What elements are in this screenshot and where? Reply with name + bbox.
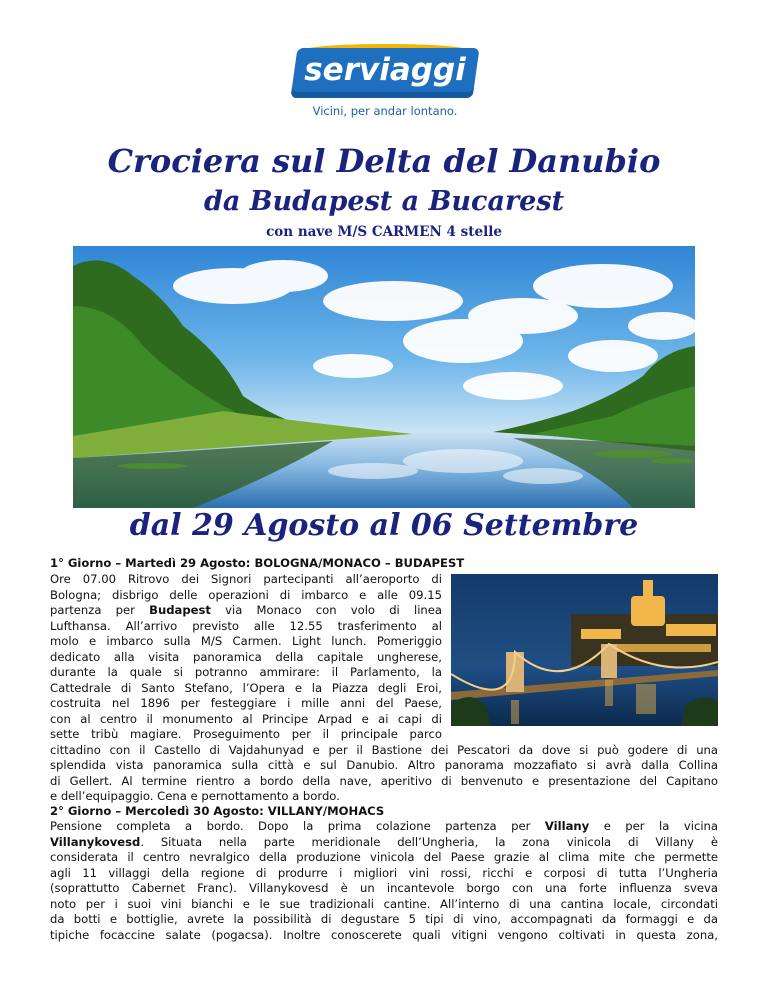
day-2-text [50,819,718,943]
text-line: costruita nel 1896 per festeggiare i mille anni del Paese, [50,696,442,710]
text-line: Bologna; disbrigo delle operazioni di imbarco e alle 09.15 [50,587,442,602]
text-line: con al centro il monumento al Principe Arpad e ai capi di [50,711,442,726]
text-line: durante la quale si potranno ammirare: il Parlamento, la [50,665,442,679]
text-line: considerata il centro nevralgico della produzione vinicola del Paese grazie al clima mite che permette [50,850,718,864]
text-line: cittadino con il Castello di Vajdahunyad e per il Bastione dei Pescatori da dove si può godere di una [50,742,718,757]
text-line: Cattedrale di Santo Stefano, l’Opera e la Piazza degli Eroi, [50,680,442,695]
day-2-heading: 2° Giorno – Mercoledì 30 Agosto: VILLANY/MOHACS [50,804,385,818]
ship-info: con nave M/S CARMEN 4 stelle [266,224,502,240]
text-line: dedicato alla visita panoramica della capitale ungherese, [50,649,442,664]
travel-dates: dal 29 Agosto al 06 Settembre [129,508,639,543]
serviaggi-logo [294,48,476,122]
page-title: Crociera sul Delta del Danubio [107,142,661,180]
day-1-heading: 1° Giorno – Martedì 29 Agosto: BOLOGNA/MONACO – BUDAPEST [50,556,465,570]
text-line: tipiche focaccine salate (pogacsa). Inoltre conoscerete quali vitigni vengono coltivati in questa zona, [50,927,718,942]
text-line: partenza per Budapest via Monaco con volo di linea [50,603,443,617]
text-line: di Gellert. Al termine rientro a bordo della nave, aperitivo di benvenuto e presentazione del Capitano [50,773,718,788]
text-line: Ore 07.00 Ritrovo dei Signori partecipanti all’aeroporto di [50,572,442,586]
text-line: noto per i suoi vini bianchi e le sue tradizionali cantine. All’interno di una cantina locale, circondati [50,896,718,911]
danube-delta-photo [73,246,695,508]
text-line: agli 11 villaggi della regione di produrre i migliori vini rossi, ricchi e corposi di tutta l’Ungheria [50,865,718,880]
text-line: (soprattutto Cabernet Franc). Villanykovesd è un incantevole borgo con una forte influenza sveva [50,881,718,895]
budapest-night-photo [451,574,718,726]
logo-tagline: Vicini, per andar lontano. [312,104,458,118]
page-subtitle: da Budapest a Bucarest [203,186,565,217]
text-line: Villanykovesd. Situata nella parte meridionale dell’Ungheria, la zona vinicola di Villany è [50,834,718,849]
text-line: splendida vista panoramica sulla città e sul Danubio. Altro panorama mozzafiato si avrà dalla Collina [50,758,718,772]
text-line: da botti e bottiglie, avrete la possibilità di degustare 5 tipi di vino, accompagnati da formaggi e da [50,912,718,926]
logo-brand: serviaggi [304,52,466,88]
text-line: e dell’equipaggio. Cena e pernottamento a bordo. [50,789,340,803]
text-line: Pensione completa a bordo. Dopo la prima colazione partenza per Villany e per la vicina [50,819,718,833]
text-line: Lufthansa. All’arrivo previsto alle 12.55 trasferimento al [50,618,442,633]
text-line: molo e imbarco sulla M/S Carmen. Light lunch. Pomeriggio [50,634,442,648]
text-line: sette tribù magiare. Proseguimento per il principale parco [50,727,442,741]
